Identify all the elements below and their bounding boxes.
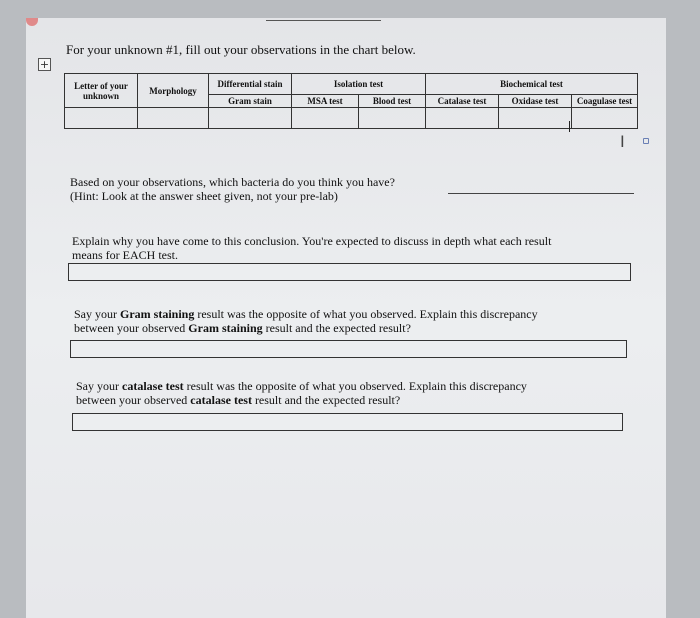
header-letter-of-unknown: Letter of your unknown: [65, 74, 138, 108]
header-msa-test: MSA test: [292, 95, 359, 108]
answer-line-1[interactable]: [448, 193, 634, 194]
answer-box-2[interactable]: [68, 263, 631, 281]
header-blood-test: Blood test: [359, 95, 426, 108]
paragraph-mark-icon: [643, 138, 649, 144]
question-2: Explain why you have come to this conclusion. You're expected to discuss in depth what each result means for EACH test.: [72, 234, 552, 262]
header-isolation-test: Isolation test: [292, 74, 426, 95]
header-catalase-test: Catalase test: [426, 95, 499, 108]
cell-oxidase-test[interactable]: [499, 108, 572, 129]
cell-coagulase-test[interactable]: [572, 108, 638, 129]
observations-table[interactable]: [64, 73, 638, 129]
ibeam-cursor-icon: I: [620, 132, 625, 151]
header-differential-stain: Differential stain: [209, 74, 292, 95]
header-morphology: Morphology: [138, 74, 209, 108]
cell-msa-test[interactable]: [292, 108, 359, 129]
answer-box-3[interactable]: [70, 340, 627, 358]
cell-catalase-test[interactable]: [426, 108, 499, 129]
question-3: Say your Gram staining result was the opposite of what you observed. Explain this discrepancy between your observed Gram staining result and the expected result?: [74, 307, 538, 335]
answer-box-4[interactable]: [72, 413, 623, 431]
question-1: Based on your observations, which bacteria do you think you have? (Hint: Look at the answer sheet given, not your pre-lab): [70, 175, 395, 203]
header-rule: [266, 20, 381, 21]
text-caret: [569, 121, 570, 132]
header-oxidase-test: Oxidase test: [499, 95, 572, 108]
cell-morphology[interactable]: [138, 108, 209, 129]
header-gram-stain: Gram stain: [209, 95, 292, 108]
question-4: Say your catalase test result was the opposite of what you observed. Explain this discrepancy between your observed catalase test result and the expected result?: [76, 379, 527, 407]
document-page: [26, 18, 666, 618]
header-coagulase-test: Coagulase test: [572, 95, 638, 108]
corner-mark: [26, 18, 38, 26]
cell-gram-stain[interactable]: [209, 108, 292, 129]
header-biochemical-test: Biochemical test: [426, 74, 638, 95]
table-move-handle-icon[interactable]: +: [39, 58, 50, 71]
cell-blood-test[interactable]: [359, 108, 426, 129]
cell-letter[interactable]: [65, 108, 138, 129]
instruction-text: For your unknown #1, fill out your observations in the chart below.: [66, 42, 416, 57]
